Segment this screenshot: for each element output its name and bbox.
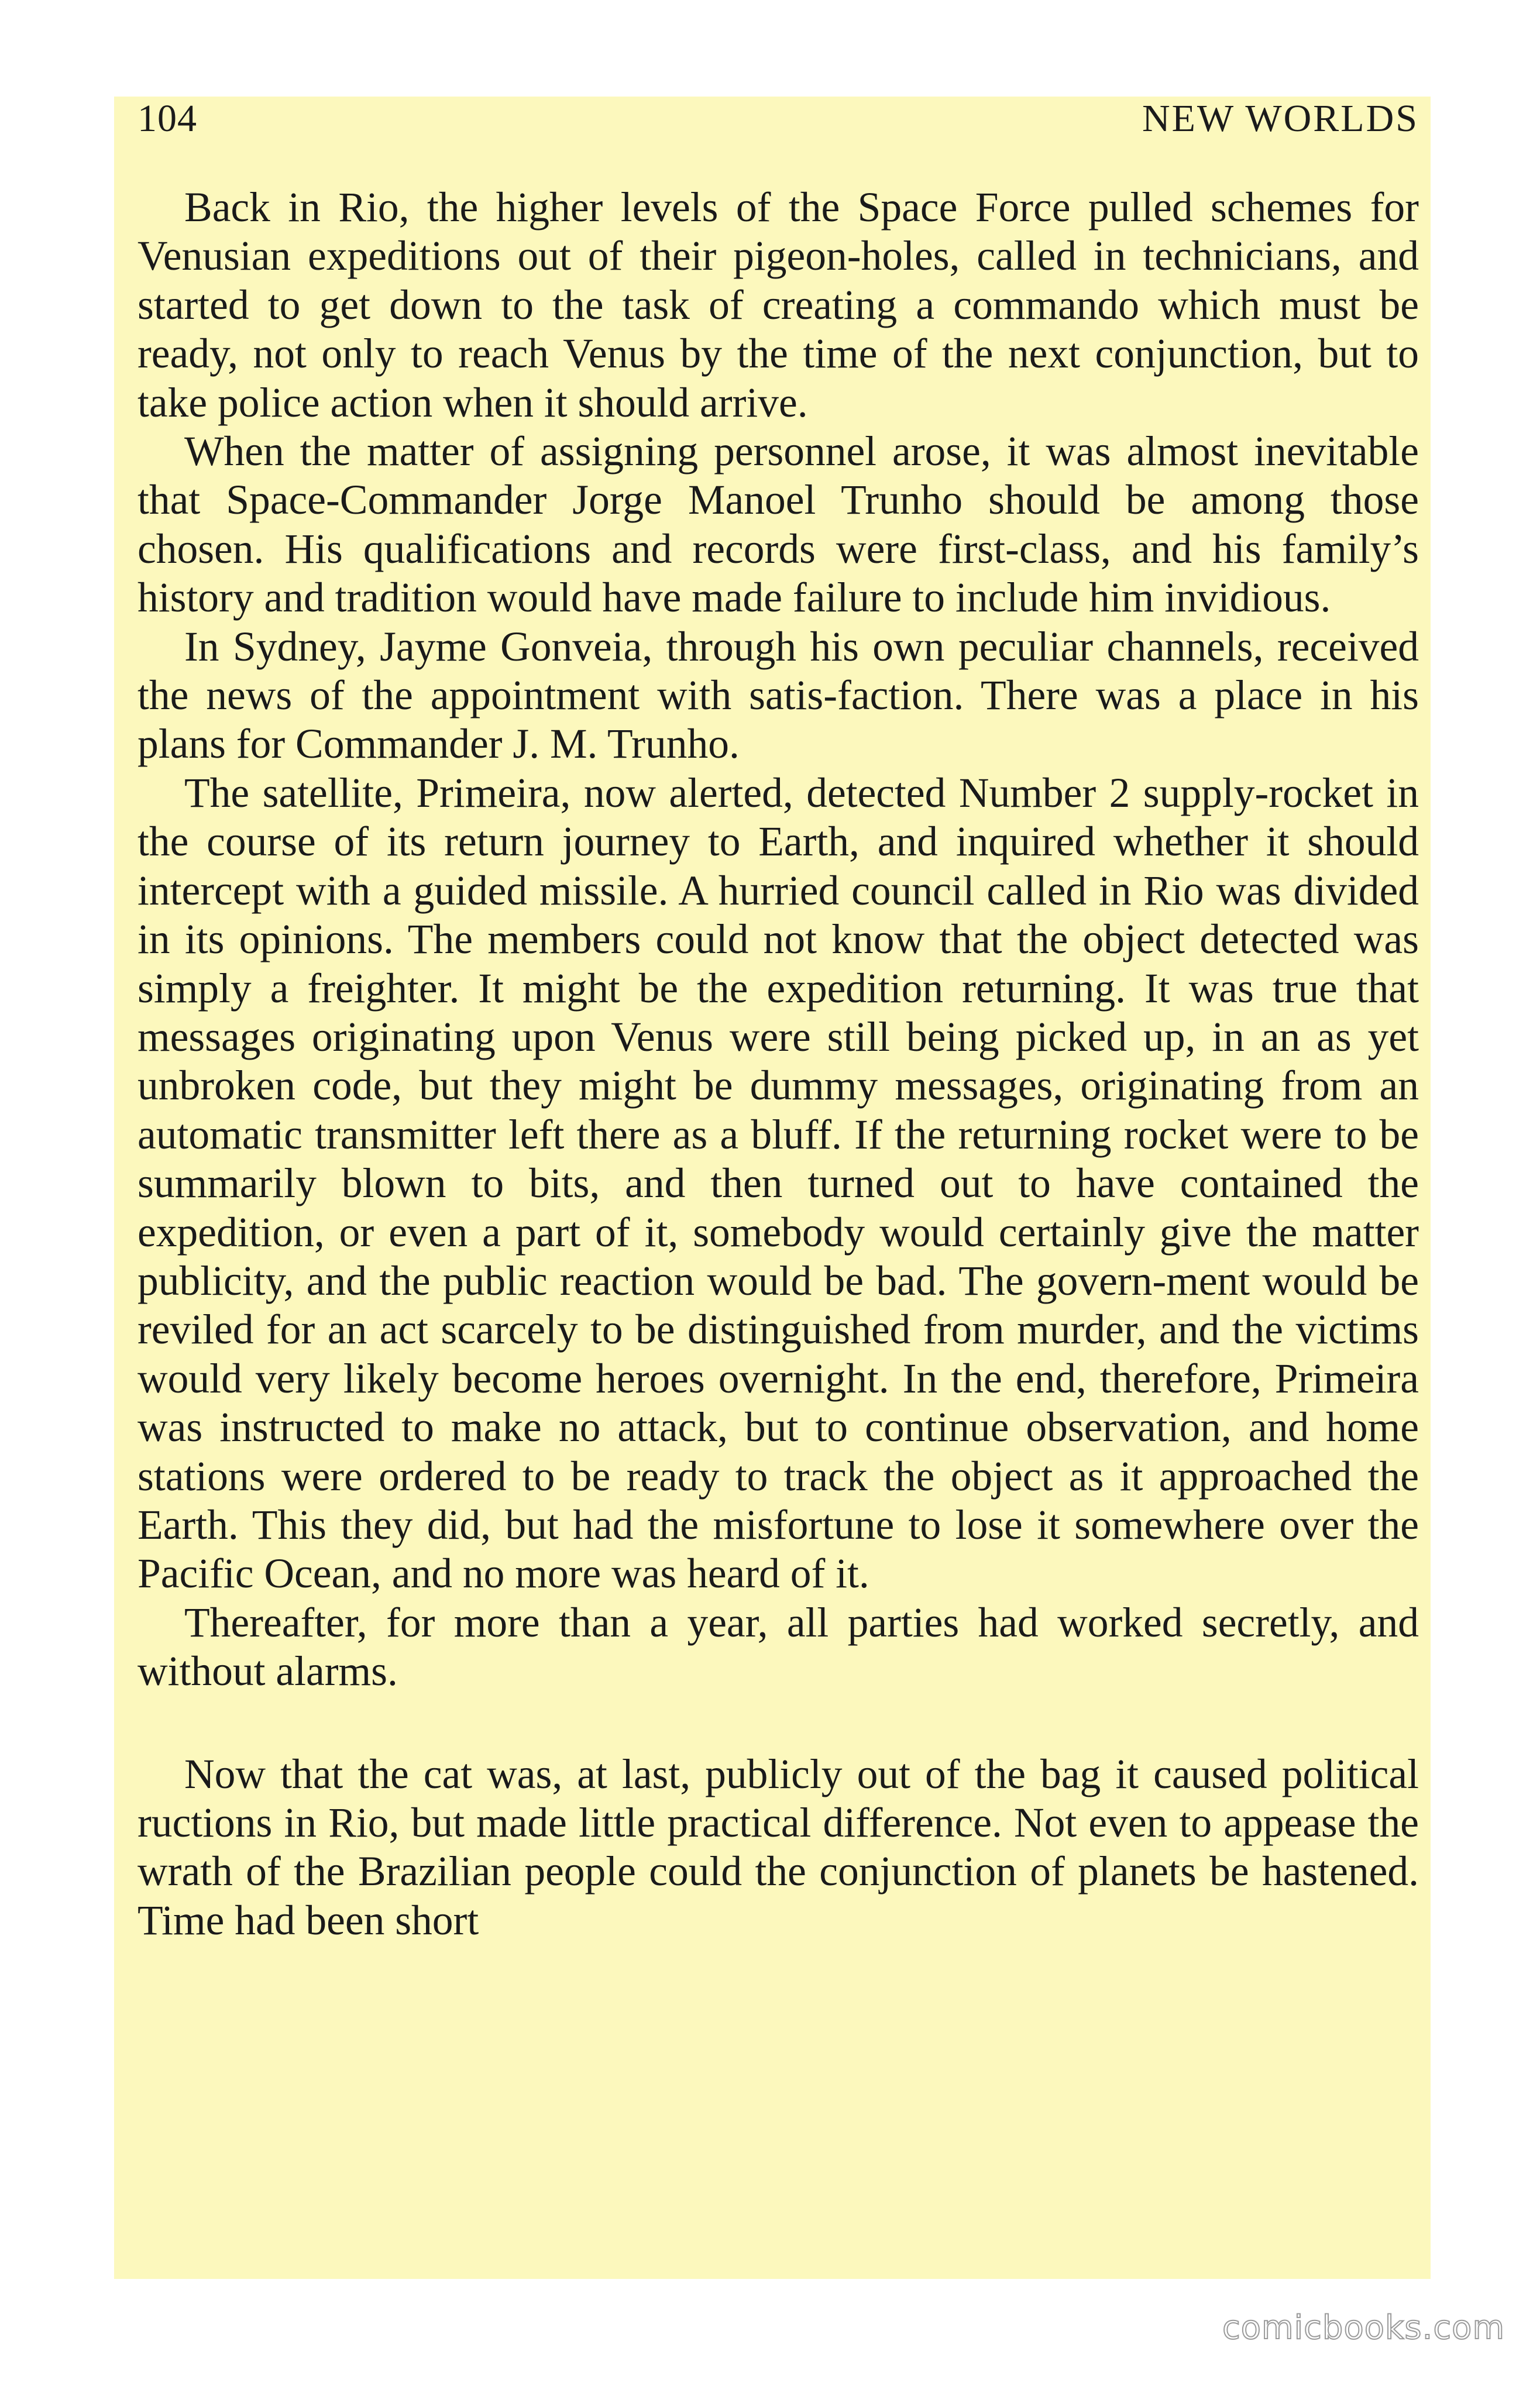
watermark-logo: comicbooks.com: [1222, 2309, 1505, 2347]
paragraph-4: The satellite, Primeira, now alerted, detected Number 2 supply-rocket in the course of its return journey to Earth, and inquired whether it should intercept with a guided missile. A hurried council called in Rio was divided in its opinions. The members could not know that the object detected was simply a freighter. It might be the expedition returning. It was true that messages originating upon Venus were still being picked up, in an as yet unbroken code, but they might be dummy messages, originating from an automatic transmitter left there as a bluff. If the returning rocket were to be summarily blown to bits, and then turned out to have contained the expedition, or even a part of it, somebody would certainly give the matter publicity, and the public reaction would be bad. The govern-ment would be reviled for an act scarcely to be distinguished from murder, and the victims would very likely become heroes overnight. In the end, therefore, Primeira was instructed to make no attack, but to continue observation, and home stations were ordered to be ready to track the object as it approached the Earth. This they did, but had the misfortune to lose it somewhere over the Pacific Ocean, and no more was heard of it.: [138, 769, 1419, 1597]
paragraph-2: When the matter of assigning personnel arose, it was almost inevitable that Space-Commander Jorge Manoel Trunho should be among those chosen. His qualifications and records were first-class, and his family’s history and tradition would have made failure to include him invidious.: [138, 428, 1419, 621]
story-text: [138, 183, 1419, 1945]
section-break: [138, 1696, 1419, 1750]
magazine-page: [114, 97, 1431, 2279]
running-head: [138, 97, 1419, 155]
magazine-title: NEW WORLDS: [1142, 97, 1419, 140]
paragraph-6: Now that the cat was, at last, publicly out of the bag it caused political ructions in Rio, but made little practical difference. Not even to appease the wrath of the Brazilian people could the conjunction of planets be hastened. Time had been short: [138, 1751, 1419, 1944]
paragraph-1: Back in Rio, the higher levels of the Space Force pulled schemes for Venusian expeditions out of their pigeon-holes, called in technicians, and started to get down to the task of creating a commando which must be ready, not only to reach Venus by the time of the next conjunction, but to take police action when it should arrive.: [138, 184, 1419, 426]
paragraph-3: In Sydney, Jayme Gonveia, through his own peculiar channels, received the news of the appointment with satis-faction. There was a place in his plans for Commander J. M. Trunho.: [138, 623, 1419, 768]
paragraph-5: Thereafter, for more than a year, all parties had worked secretly, and without alarms.: [138, 1599, 1419, 1695]
page-number: 104: [138, 97, 197, 140]
